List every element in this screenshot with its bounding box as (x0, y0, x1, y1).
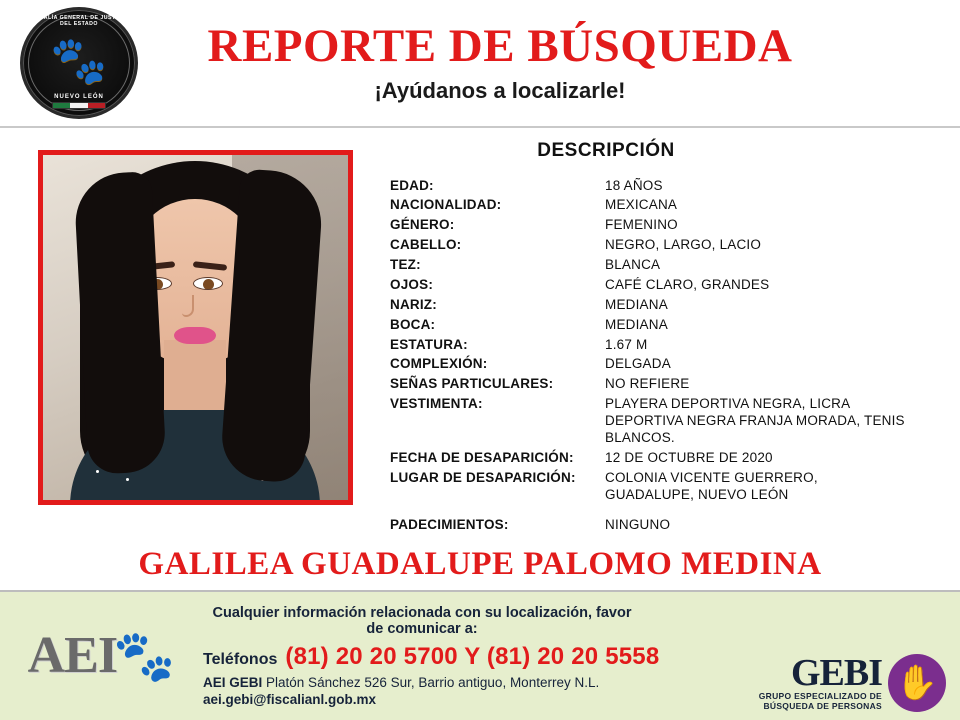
poster-body (0, 128, 960, 538)
table-row (390, 176, 905, 196)
portrait-neck (164, 340, 226, 410)
aei-logo-text: AEI (27, 627, 118, 684)
row-value: NINGUNO (605, 517, 671, 533)
header-titles (150, 22, 960, 103)
footer-call-to-action: Cualquier información relacionada con su localización, favor de comunicar a: (212, 605, 632, 637)
row-label: VESTIMENTA: (390, 396, 483, 412)
seal-top-text: FISCALÍA GENERAL DE JUSTICIA DEL ESTADO (29, 15, 129, 27)
row-label: EDAD: (390, 177, 434, 193)
table-row (390, 355, 905, 375)
page-subtitle: ¡Ayúdanos a localizarle! (374, 77, 626, 103)
missing-person-photo (38, 150, 353, 505)
footer-address-street: Platón Sánchez 526 Sur, Barrio antiguo, Monterrey N.L. (266, 675, 600, 690)
row-value: MEDIANA (605, 316, 668, 332)
row-label: OJOS: (390, 276, 434, 292)
row-value: MEXICANA (605, 197, 678, 213)
gebi-sub-line1: GRUPO ESPECIALIZADO DE (758, 691, 882, 702)
gebi-sub-line2: BÚSQUEDA DE PERSONAS (763, 701, 882, 712)
portrait-eye-right (193, 277, 223, 290)
row-label: CABELLO: (390, 237, 462, 253)
hand-icon: ✋ (888, 654, 946, 712)
table-row (390, 295, 905, 315)
row-label: TEZ: (390, 257, 421, 272)
table-row (390, 395, 905, 449)
table-row (390, 448, 905, 468)
table-row (390, 375, 905, 395)
row-value: BLANCA (605, 257, 661, 272)
row-value: 1.67 M (605, 336, 648, 352)
footer-contact-block (189, 605, 731, 707)
table-row (390, 256, 905, 276)
portrait-lips (174, 327, 216, 344)
row-label: FECHA DE DESAPARICIÓN: (390, 449, 574, 465)
row-label: NACIONALIDAD: (390, 197, 502, 213)
row-label: PADECIMIENTOS: (390, 517, 509, 533)
row-label: BOCA: (390, 316, 436, 332)
row-label: SEÑAS PARTICULARES: (390, 376, 554, 392)
row-value: 18 AÑOS (605, 177, 663, 193)
row-value: DELGADA (605, 356, 671, 372)
poster-footer (0, 592, 960, 720)
row-value: COLONIA VICENTE GUERRERO, GUADALUPE, NUEVO LEÓN (605, 469, 818, 502)
row-label: GÉNERO: (390, 217, 455, 233)
table-row (390, 275, 905, 295)
table-row (390, 516, 905, 536)
row-value: CAFÉ CLARO, GRANDES (605, 276, 770, 292)
poster-header (0, 0, 960, 128)
portrait-hair-left (73, 171, 167, 475)
table-row (390, 196, 905, 216)
row-label: ESTATURA: (390, 336, 468, 352)
gebi-logo-text-block (758, 651, 882, 712)
description-column (390, 140, 960, 538)
gebi-logo (731, 651, 946, 720)
mexican-flag-icon (52, 102, 106, 109)
phones-label: Teléfonos (203, 651, 278, 668)
phones-number[interactable]: (81) 20 20 5700 Y (81) 20 20 5558 (285, 643, 660, 670)
portrait-nose (182, 295, 194, 317)
footer-address-office: AEI GEBI (203, 675, 263, 690)
lion-glyph-icon: 🐾 (50, 34, 108, 86)
table-spacer (390, 505, 905, 516)
aei-lion-icon: 🐾 (113, 628, 176, 684)
institution-seal (0, 7, 150, 119)
row-label: COMPLEXIÓN: (390, 356, 488, 372)
row-value: MEDIANA (605, 296, 668, 312)
table-row (390, 315, 905, 335)
description-heading: DESCRIPCIÓN (537, 140, 675, 161)
row-value: PLAYERA DEPORTIVA NEGRA, LICRA DEPORTIVA NEGRA FRANJA MORADA, TENIS BLANCOS. (605, 396, 905, 445)
aei-logo (14, 627, 189, 684)
lion-crest-icon (20, 7, 138, 119)
footer-phones (203, 643, 731, 671)
row-label: LUGAR DE DESAPARICIÓN: (390, 469, 576, 485)
table-row (390, 335, 905, 355)
missing-person-name-bar (0, 538, 960, 592)
photo-column (0, 140, 390, 538)
description-table (390, 176, 905, 536)
table-row (390, 216, 905, 236)
row-value: NEGRO, LARGO, LACIO (605, 237, 762, 253)
row-value: FEMENINO (605, 217, 678, 233)
table-row (390, 468, 905, 505)
seal-bottom-text: NUEVO LEÓN (54, 94, 104, 100)
table-row (390, 236, 905, 256)
page-title: REPORTE DE BÚSQUEDA (207, 20, 793, 73)
row-value: 12 DE OCTUBRE DE 2020 (605, 449, 773, 465)
gebi-logo-text: GEBI (790, 651, 882, 694)
missing-person-name: GALILEA GUADALUPE PALOMO MEDINA (138, 545, 822, 582)
row-value: NO REFIERE (605, 376, 690, 392)
row-label: NARIZ: (390, 296, 437, 312)
footer-email[interactable]: aei.gebi@fiscalianl.gob.mx (203, 692, 376, 707)
footer-address (203, 675, 731, 690)
